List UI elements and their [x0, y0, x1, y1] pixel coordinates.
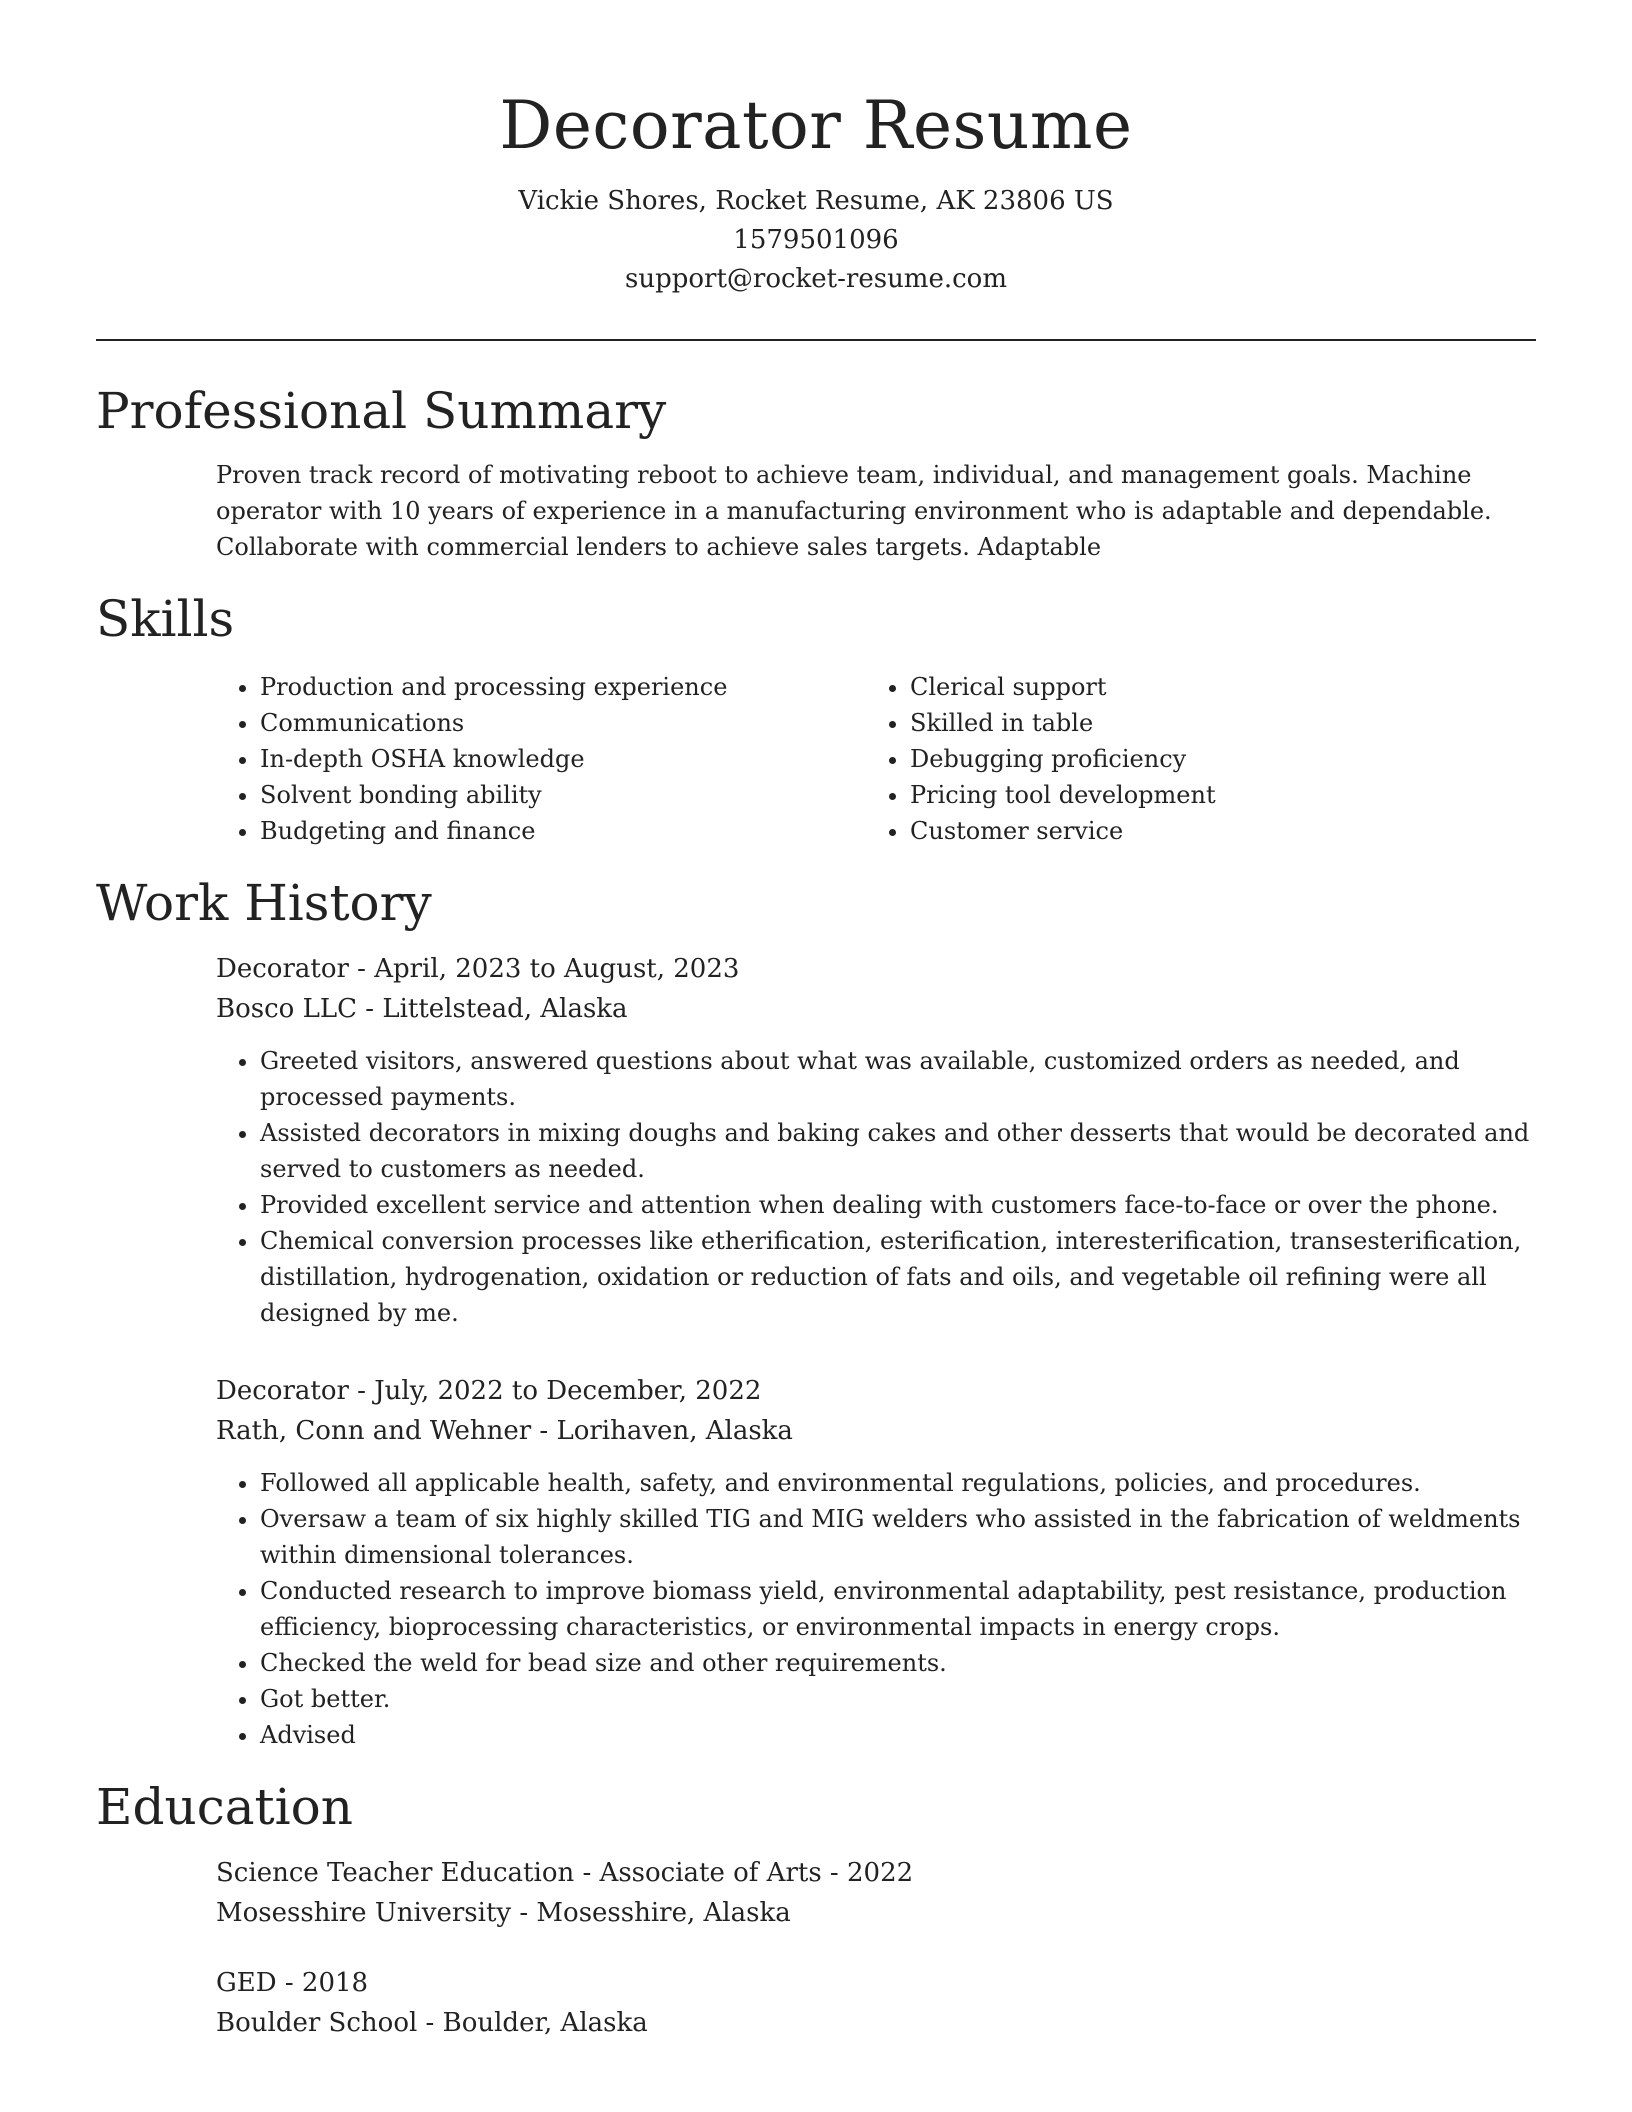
- skills-section: [96, 587, 1536, 849]
- job-responsibilities: [216, 1465, 1536, 1753]
- job-bullet: • Chemical conversion processes like etherification, esterification, interesterification, transesterification, distillation, hydrogenation, oxidation or reduction of fats and oils, and vegetable oil refining were all designed by me.: [260, 1223, 1536, 1331]
- job-title-dates: Decorator - July, 2022 to December, 2022: [216, 1376, 762, 1406]
- job-title-dates: Decorator - April, 2023 to August, 2023: [216, 954, 740, 984]
- education-heading: Education: [96, 1778, 353, 1836]
- work-history-heading: Work History: [96, 874, 432, 932]
- education-school-location: Mosesshire University - Mosesshire, Alaska: [216, 1898, 791, 1928]
- job-bullet: • Conducted research to improve biomass yield, environmental adaptability, pest resistance, production efficiency, bioprocessing characteristics, or environmental impacts in energy crops.: [260, 1573, 1536, 1645]
- job-bullet: • Oversaw a team of six highly skilled TIG and MIG welders who assisted in the fabrication of weldments within dimensional tolerances.: [260, 1501, 1536, 1573]
- education-school-location: Boulder School - Boulder, Alaska: [216, 2008, 648, 2038]
- summary-heading: Professional Summary: [96, 382, 667, 440]
- education-degree-year: Science Teacher Education - Associate of Arts - 2022: [216, 1858, 914, 1888]
- skill-item: • Pricing tool development: [910, 777, 1516, 813]
- contact-address: Vickie Shores, Rocket Resume, AK 23806 US: [518, 186, 1114, 216]
- resume-header: [96, 0, 1536, 299]
- job-bullet: • Provided excellent service and attention when dealing with customers face-to-face or over the phone.: [260, 1187, 1536, 1223]
- skill-item: • Customer service: [910, 813, 1516, 849]
- skill-item: • Debugging proficiency: [910, 741, 1516, 777]
- job-bullet: • Checked the weld for bead size and other requirements.: [260, 1645, 1536, 1681]
- skill-item: • Communications: [260, 705, 866, 741]
- resume-title: Decorator Resume: [499, 87, 1133, 164]
- job-entry: [216, 1371, 1536, 1753]
- contact-email: support@rocket-resume.com: [624, 264, 1007, 294]
- job-bullet: • Got better.: [260, 1681, 1536, 1717]
- job-bullet: • Followed all applicable health, safety, and environmental regulations, policies, and procedures.: [260, 1465, 1536, 1501]
- job-bullet: • Assisted decorators in mixing doughs and baking cakes and other desserts that would be decorated and served to customers as needed.: [260, 1115, 1536, 1187]
- skills-list: [216, 669, 1536, 849]
- skills-column-right: [866, 669, 1516, 849]
- job-company-location: Bosco LLC - Littelstead, Alaska: [216, 994, 628, 1024]
- job-responsibilities: [216, 1043, 1536, 1331]
- job-bullet: • Greeted visitors, answered questions about what was available, customized orders as needed, and processed payments.: [260, 1043, 1536, 1115]
- skill-item: • Production and processing experience: [260, 669, 866, 705]
- summary-text: Proven track record of motivating reboot to achieve team, individual, and management goals. Machine operator with 10 years of experience in a manufacturing environment who is adaptable and dependable. Collaborate with commercial lenders to achieve sales targets. Adaptable: [216, 461, 1492, 561]
- education-section: [96, 1775, 1536, 2043]
- work-history-section: [96, 871, 1536, 1753]
- education-entry: [216, 1963, 1536, 2043]
- skills-column-left: [216, 669, 866, 849]
- contact-phone: 1579501096: [733, 225, 899, 255]
- skill-item: • Skilled in table: [910, 705, 1516, 741]
- job-bullet: • Advised: [260, 1717, 1536, 1753]
- job-entry: [216, 949, 1536, 1331]
- skill-item: • In-depth OSHA knowledge: [260, 741, 866, 777]
- skill-item: • Budgeting and finance: [260, 813, 866, 849]
- contact-block: [96, 182, 1536, 299]
- education-degree-year: GED - 2018: [216, 1968, 369, 1998]
- skill-item: • Solvent bonding ability: [260, 777, 866, 813]
- header-divider: [96, 339, 1536, 341]
- skill-item: • Clerical support: [910, 669, 1516, 705]
- job-company-location: Rath, Conn and Wehner - Lorihaven, Alaska: [216, 1416, 793, 1446]
- skills-heading: Skills: [96, 590, 235, 648]
- education-entry: [216, 1853, 1536, 1933]
- summary-section: [96, 379, 1536, 565]
